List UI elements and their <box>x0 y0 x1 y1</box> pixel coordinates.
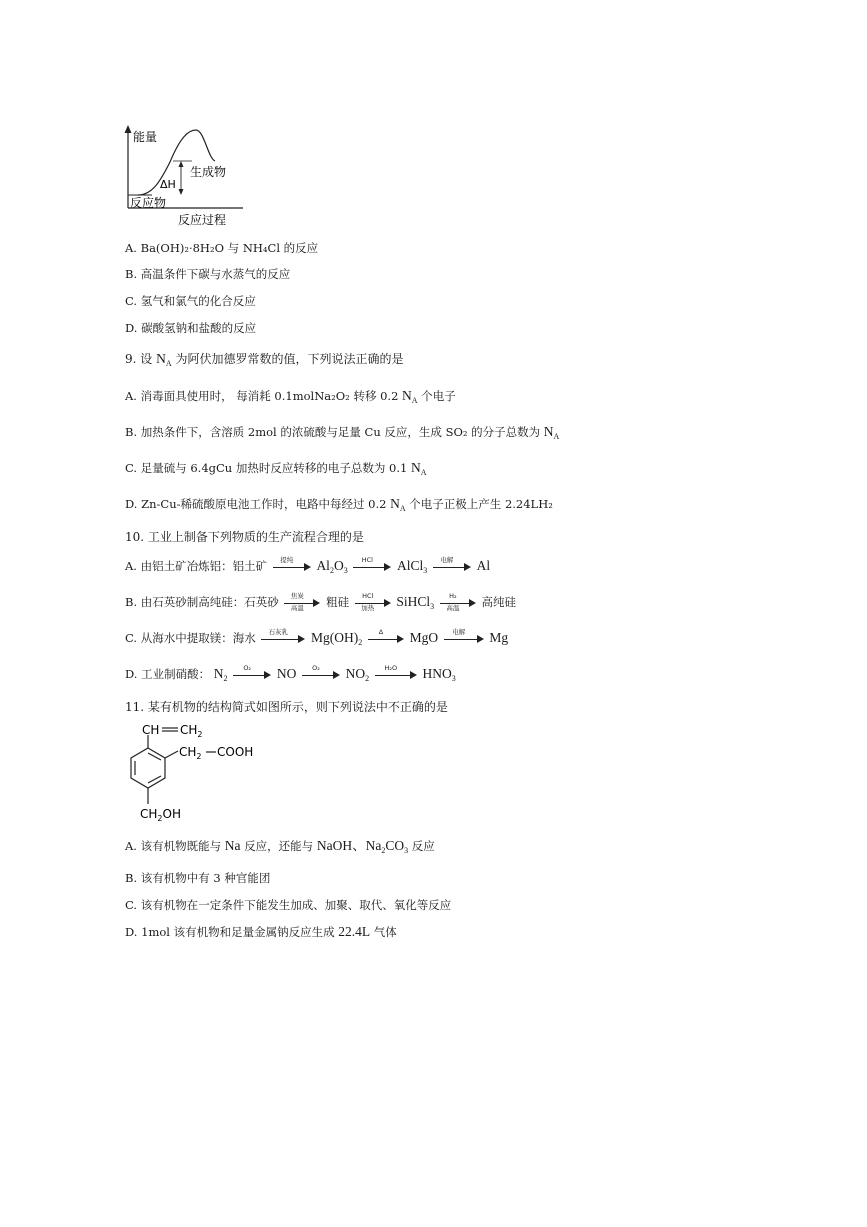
na-symbol: $N_A$ <box>156 351 172 368</box>
bond-side <box>165 751 178 758</box>
product-label: 生成物 <box>190 165 227 179</box>
structural-formula <box>118 718 278 828</box>
q9-stem: 9. 设 $N_A$ 为阿伏加德罗常数的值，下列说法正确的是 <box>125 351 404 368</box>
q11-option-c: C. 该有机物在一定条件下能发生加成、加聚、取代、氧化等反应 <box>125 898 452 912</box>
benzene-ring <box>131 748 165 788</box>
q8-option-b: B. 高温条件下碳与水蒸气的反应 <box>125 267 291 281</box>
y-axis-arrow-icon <box>125 125 132 133</box>
reaction-arrow: H₂ 高温 <box>440 594 476 612</box>
delta-h-arrow-top-icon <box>179 161 184 167</box>
reactant-label: 反应物 <box>130 196 167 210</box>
x-axis-label: 反应过程 <box>178 213 227 227</box>
ch2oh-group: $CH_2OH$ <box>140 807 181 823</box>
reaction-arrow: HCl <box>353 558 391 576</box>
reaction-arrow: H₂O <box>375 666 417 684</box>
side-ch2: $CH_2$ <box>179 745 202 761</box>
reaction-arrow: 提纯 <box>273 558 311 576</box>
q10-option-a: A. 由铝土矿冶炼铝：铝土矿 提纯 $Al_2O_3$ HCl AlCl$_3$ 电解 Al <box>125 556 491 575</box>
q11-stem: 11. 某有机物的结构简式如图所示，则下列说法中不正确的是 <box>125 700 448 714</box>
q9-option-c: C. 足量硫与 6.4gCu 加热时反应转移的电子总数为 0.1 $N_A$ <box>125 460 427 477</box>
q11-option-b: B. 该有机物中有 3 种官能团 <box>125 871 271 885</box>
na-symbol: $N_A$ <box>543 424 560 441</box>
reaction-arrow: 电解 <box>433 558 471 576</box>
na-symbol: $N_A$ <box>410 460 427 477</box>
q11-option-a: A. 该有机物既能与 Na 反应，还能与 NaOH、$Na_2CO_3$ 反应 <box>125 838 435 855</box>
na-symbol: $N_A$ <box>402 388 418 405</box>
delta-h-arrow-bottom-icon <box>179 189 184 195</box>
vinyl-ch2: $CH_2$ <box>180 723 203 739</box>
q9-option-d: D. Zn-Cu-稀硫酸原电池工作时，电路中每经过 0.2 $N_A$ 个电子正极上产生 2.24LH₂ <box>125 496 553 513</box>
reaction-arrow: 电解 <box>444 630 484 648</box>
reaction-arrow: HCl 加热 <box>355 594 391 612</box>
y-axis-label: 能量 <box>133 130 158 144</box>
na-symbol: $N_A$ <box>390 496 406 513</box>
reaction-arrow: 焦炭 高温 <box>284 594 320 612</box>
reaction-arrow: O₂ <box>302 666 340 684</box>
q8-option-d: D. 碳酸氢钠和盐酸的反应 <box>125 321 257 335</box>
reaction-arrow: Δ <box>368 630 404 648</box>
q10-stem: 10. 工业上制备下列物质的生产流程合理的是 <box>125 530 364 544</box>
q9-option-a: A. 消毒面具使用时， 每消耗 0.1molNa₂O₂ 转移 0.2 $N_A$ 个电子 <box>125 388 456 405</box>
q8-option-c: C. 氢气和氯气的化合反应 <box>125 294 256 308</box>
reaction-arrow: O₂ <box>233 666 271 684</box>
cooh-group: COOH <box>217 745 254 759</box>
q8-option-a: A. Ba(OH)₂·8H₂O 与 NH₄Cl 的反应 <box>125 241 319 255</box>
vinyl-ch: CH <box>142 723 160 737</box>
q11-option-d: D. 1mol 该有机物和足量金属钠反应生成 22.4L 气体 <box>125 924 397 939</box>
q10-option-c: C. 从海水中提取镁：海水 石灰乳 $Mg(OH)_2$ Δ MgO 电解 Mg <box>125 628 509 647</box>
q10-option-b: B. 由石英砂制高纯硅：石英砂 焦炭 高温 粗硅 HCl 加热 SiHCl$_3$ H₂ 高温 高纯硅 <box>125 592 516 612</box>
delta-h-label: ΔH <box>160 178 176 191</box>
q9-option-b: B. 加热条件下，含溶质 2mol 的浓硫酸与足量 Cu 反应，生成 SO₂ 的分子总数为 $N_A$ <box>125 424 560 441</box>
q10-option-d: D. 工业制硝酸： $N_2$ O₂ NO O₂ $NO_2$ H₂O $HNO_3$ <box>125 664 456 683</box>
energy-diagram <box>118 124 248 230</box>
reaction-arrow: 石灰乳 <box>261 630 305 648</box>
